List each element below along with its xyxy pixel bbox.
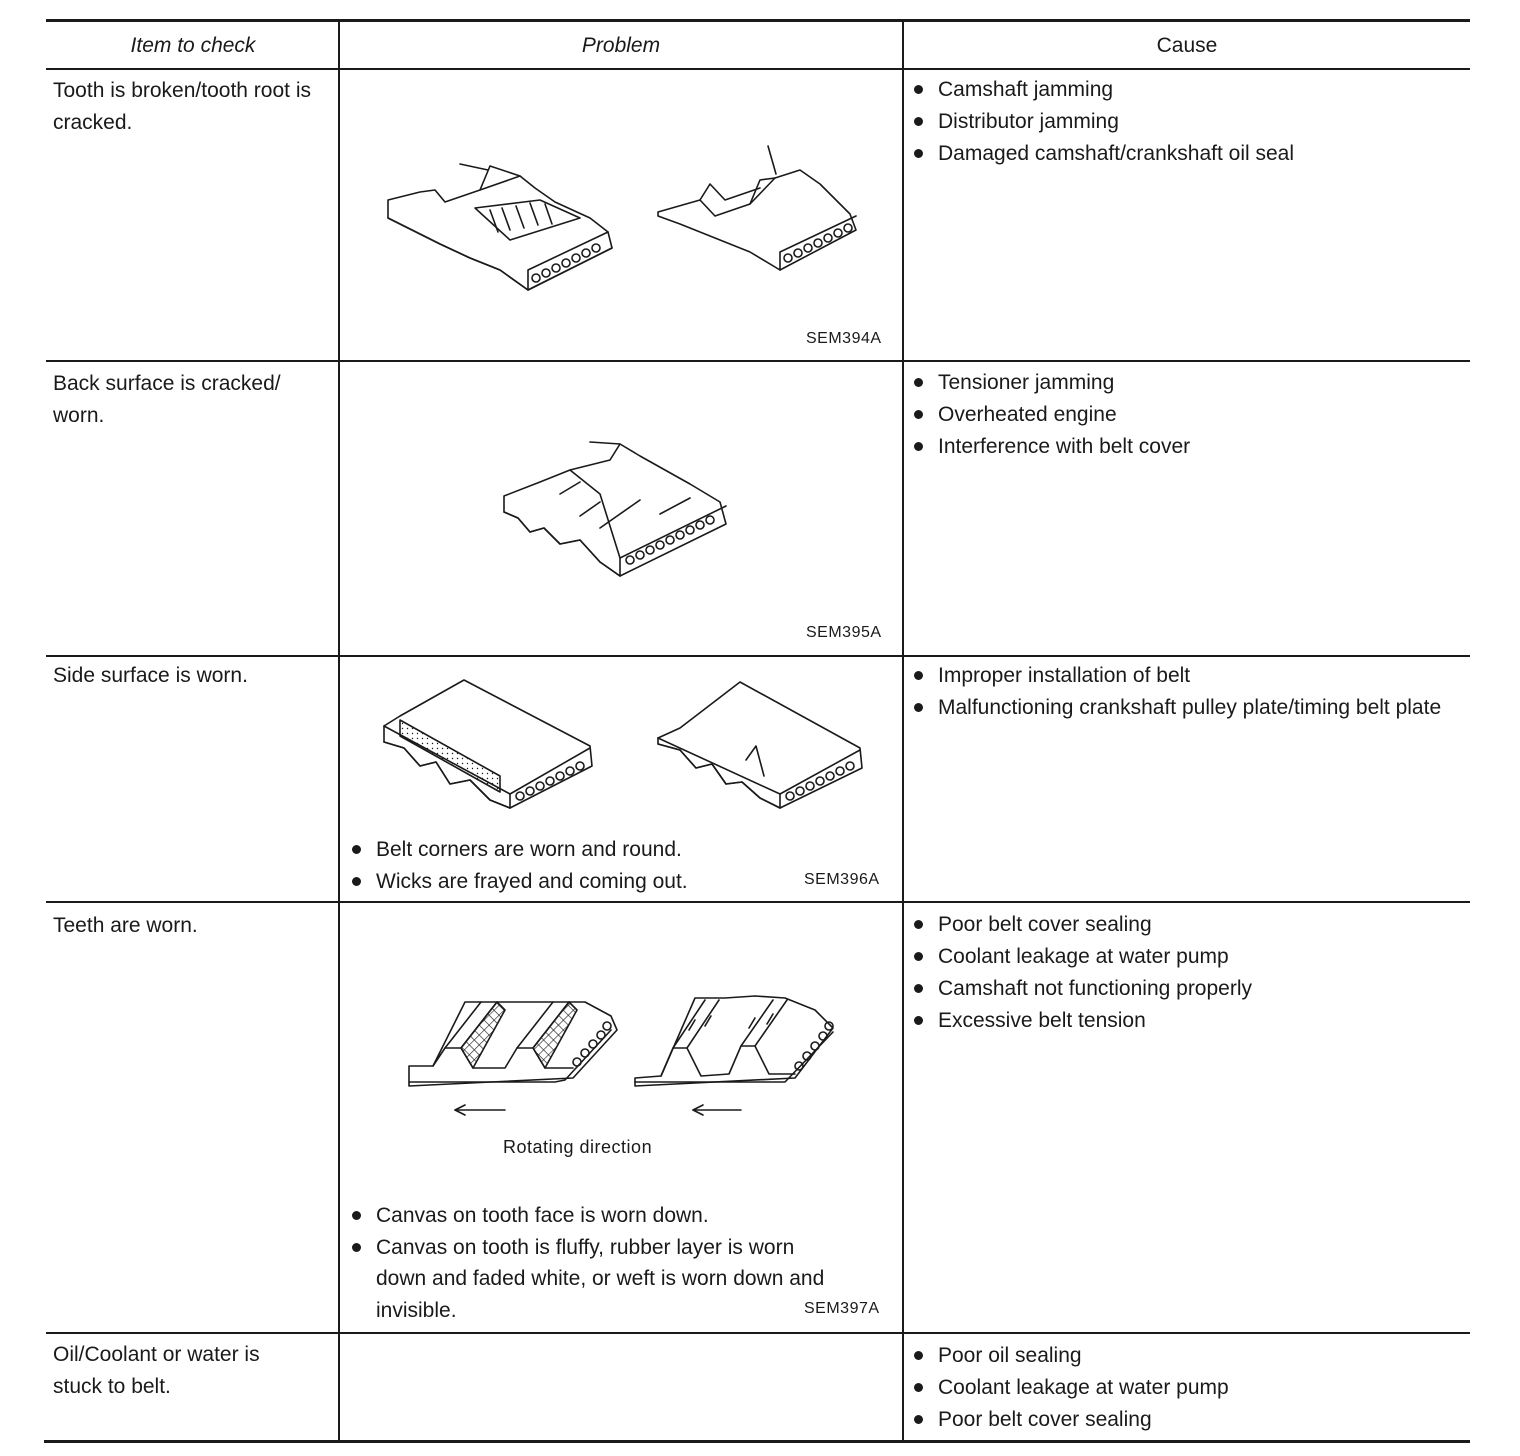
column-divider-1 bbox=[338, 20, 340, 1441]
figure-code-sem394a: SEM394A bbox=[806, 330, 882, 347]
problem-note: Canvas on tooth face is worn down. bbox=[350, 1200, 850, 1232]
row-4-item: Teeth are worn. bbox=[53, 914, 198, 937]
figure-code-sem396a: SEM396A bbox=[804, 871, 880, 888]
row-divider-4 bbox=[46, 1332, 1470, 1334]
row-5-causes bbox=[912, 1340, 1467, 1436]
broken-tooth-belt-illustration bbox=[380, 140, 870, 310]
cause-item: Malfunctioning crankshaft pulley plate/timing belt plate bbox=[912, 692, 1467, 724]
row-1-item: Tooth is broken/tooth root is cracked. bbox=[53, 79, 311, 134]
cause-item: Poor belt cover sealing bbox=[912, 1404, 1467, 1436]
worn-teeth-belt-illustration bbox=[405, 990, 845, 1120]
cause-item: Excessive belt tension bbox=[912, 1005, 1467, 1037]
figure-code-sem397a: SEM397A bbox=[804, 1300, 880, 1317]
cause-item: Poor oil sealing bbox=[912, 1340, 1467, 1372]
header-item-to-check: Item to check bbox=[130, 34, 256, 57]
cause-item: Coolant leakage at water pump bbox=[912, 941, 1467, 973]
row-divider-1 bbox=[46, 360, 1470, 362]
cause-item: Camshaft not functioning properly bbox=[912, 973, 1467, 1005]
cracked-back-belt-illustration bbox=[500, 432, 740, 582]
cause-item: Improper installation of belt bbox=[912, 660, 1467, 692]
row-divider-2 bbox=[46, 655, 1470, 657]
row-3-causes bbox=[912, 660, 1467, 724]
figure-caption-rotating-direction: Rotating direction bbox=[503, 1137, 653, 1157]
row-3-problem-notes bbox=[350, 834, 770, 897]
row-5-item: Oil/Coolant or water is stuck to belt. bbox=[53, 1343, 260, 1398]
cause-item: Distributor jamming bbox=[912, 106, 1467, 138]
row-3-item: Side surface is worn. bbox=[53, 664, 248, 687]
row-2-item: Back surface is cracked/ worn. bbox=[53, 372, 281, 427]
problem-note: Belt corners are worn and round. bbox=[350, 834, 770, 866]
column-divider-2 bbox=[902, 20, 904, 1441]
figure-code-sem395a: SEM395A bbox=[806, 624, 882, 641]
row-1-causes bbox=[912, 74, 1467, 170]
problem-note: Canvas on tooth is fluffy, rubber layer is worn down and faded white, or weft is worn down and invisible. bbox=[350, 1232, 850, 1327]
row-divider-3 bbox=[46, 901, 1470, 903]
row-4-causes bbox=[912, 909, 1467, 1037]
problem-note: Wicks are frayed and coming out. bbox=[350, 866, 770, 898]
row-4-problem-notes bbox=[350, 1200, 850, 1326]
cause-item: Camshaft jamming bbox=[912, 74, 1467, 106]
header-cause: Cause bbox=[1156, 34, 1218, 57]
header-problem: Problem bbox=[581, 34, 661, 57]
table-top-rule bbox=[46, 19, 1470, 22]
header-bottom-rule bbox=[46, 68, 1470, 70]
cause-item: Overheated engine bbox=[912, 399, 1467, 431]
worn-side-belt-illustration bbox=[380, 676, 870, 816]
cause-item: Coolant leakage at water pump bbox=[912, 1372, 1467, 1404]
table-bottom-rule bbox=[44, 1440, 1470, 1443]
cause-item: Interference with belt cover bbox=[912, 431, 1467, 463]
cause-item: Poor belt cover sealing bbox=[912, 909, 1467, 941]
cause-item: Tensioner jamming bbox=[912, 367, 1467, 399]
row-2-causes bbox=[912, 367, 1467, 463]
cause-item: Damaged camshaft/crankshaft oil seal bbox=[912, 138, 1467, 170]
